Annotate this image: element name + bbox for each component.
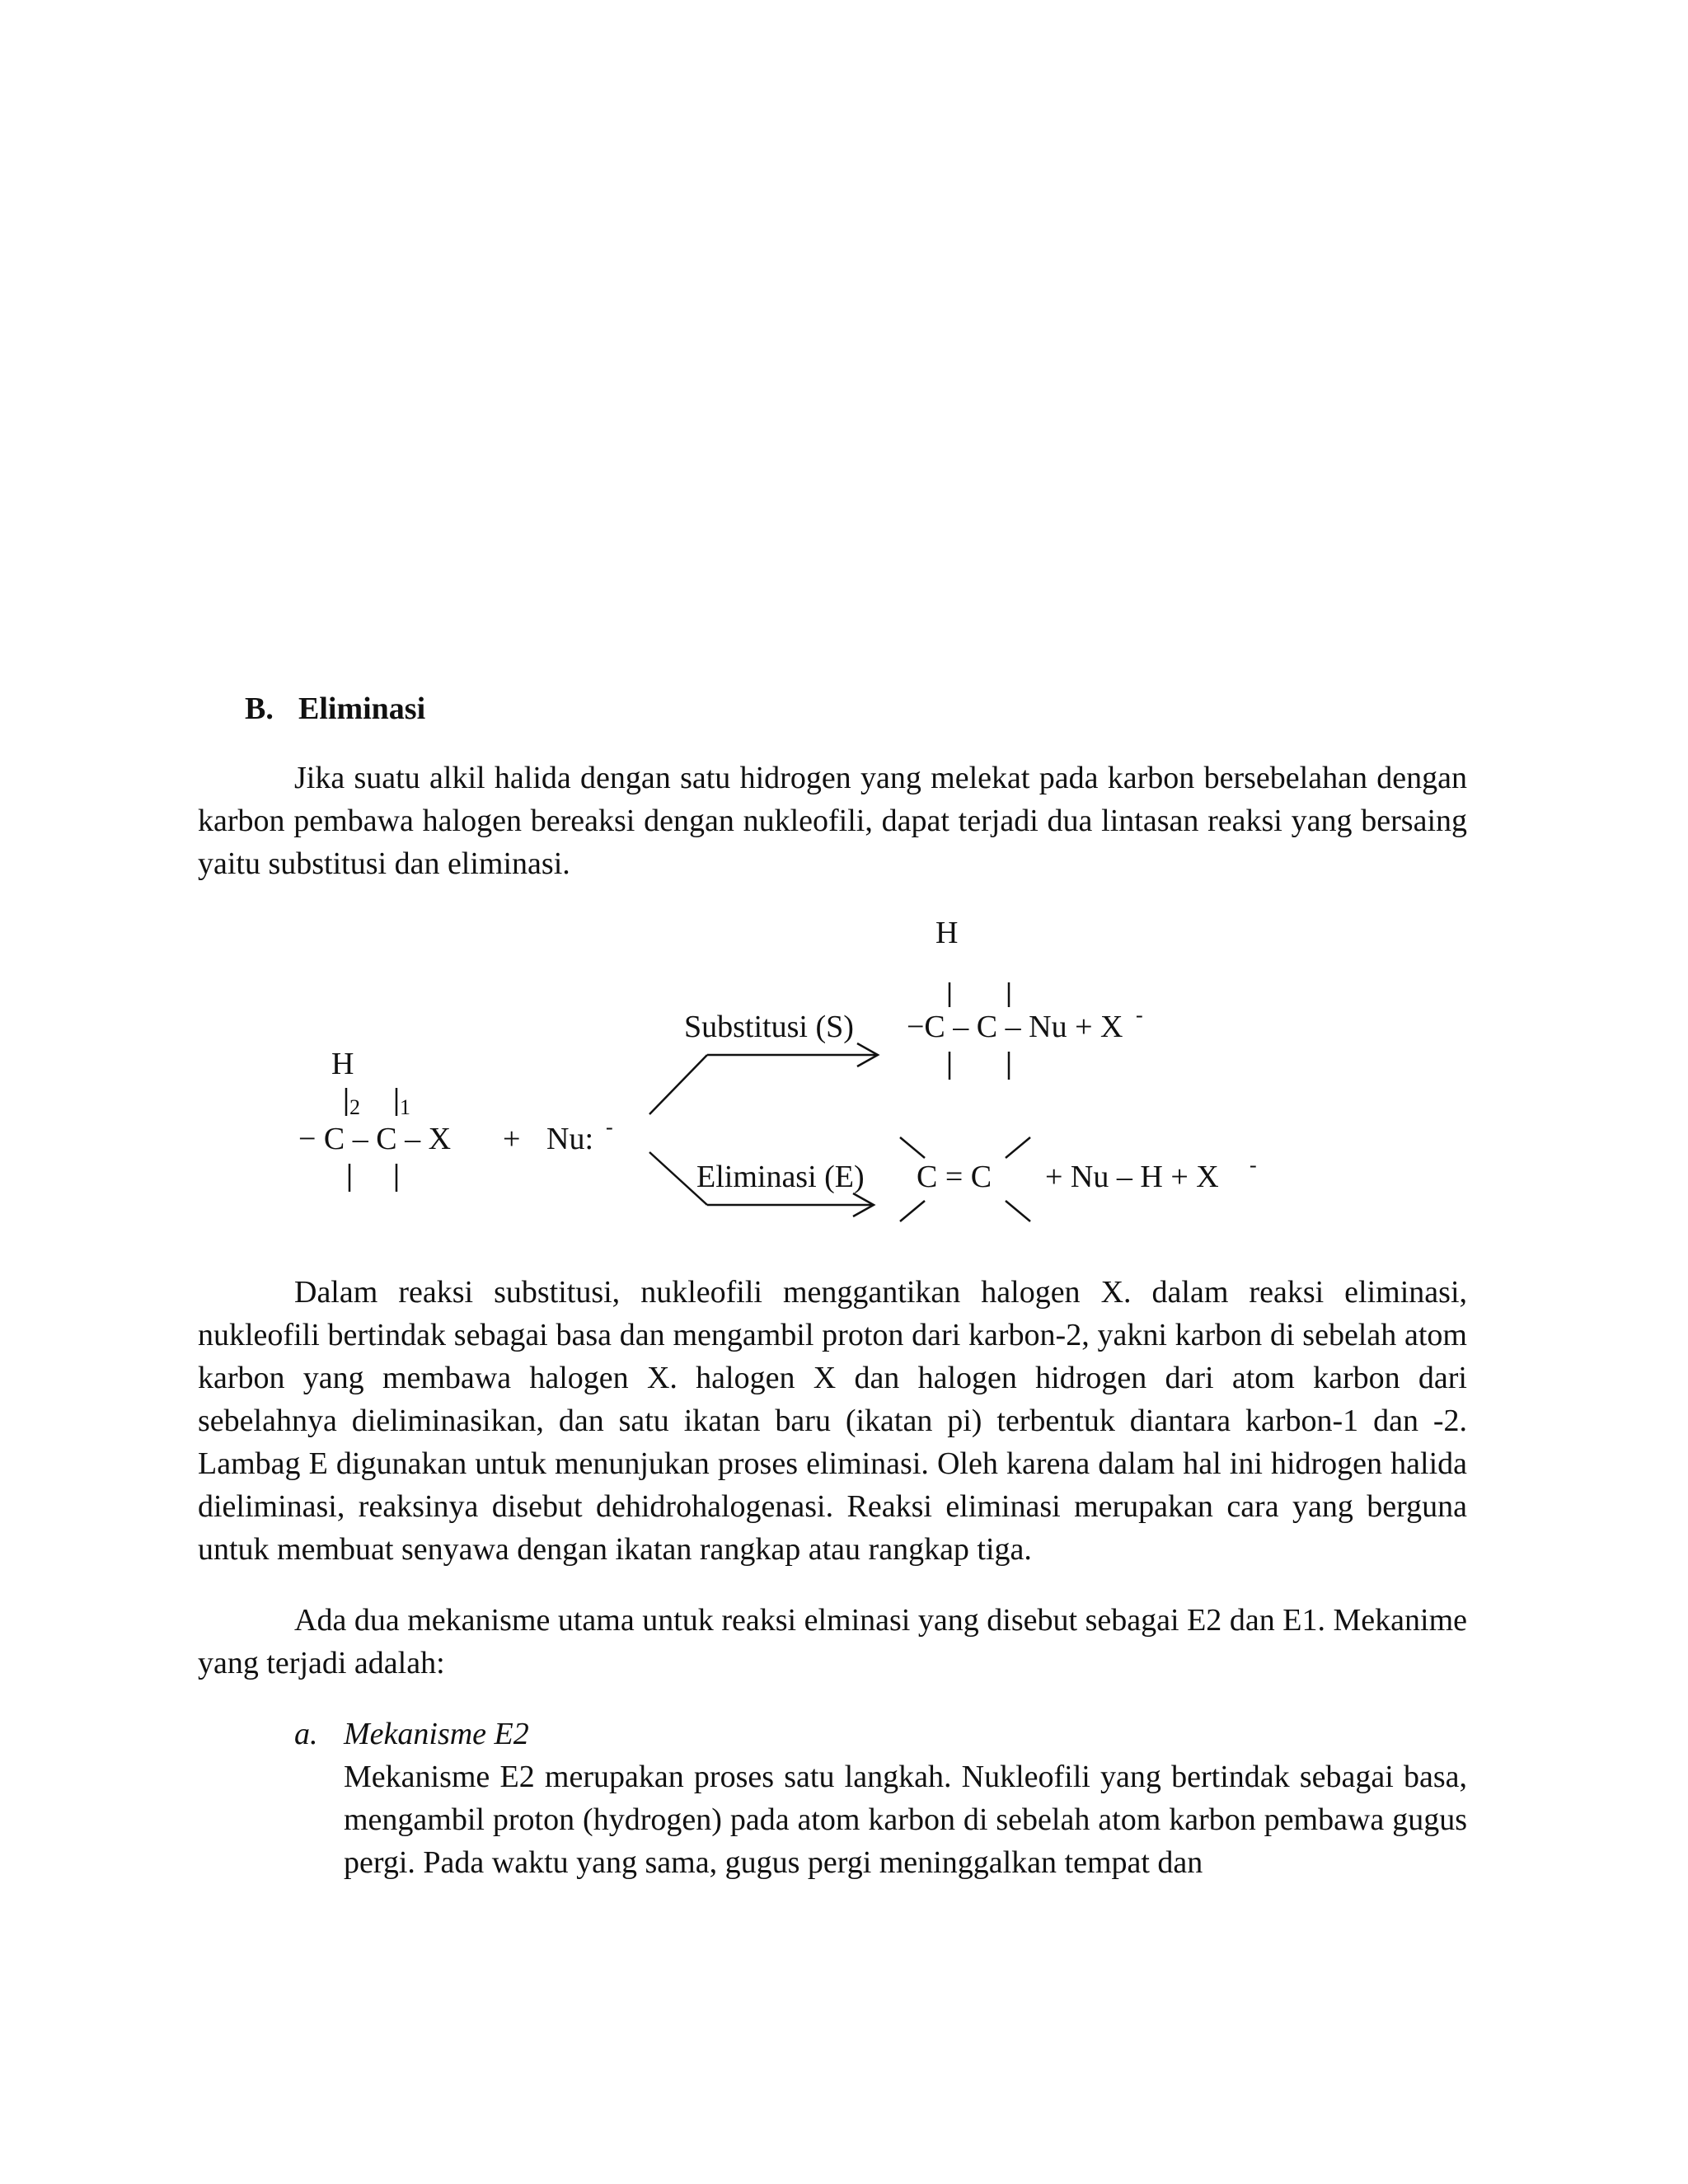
alkene-bond-left-top [900, 1137, 925, 1158]
subsection-heading [294, 1713, 1467, 1755]
elimination-charge: - [1250, 1153, 1257, 1177]
substitution-arrow-diagonal [649, 1055, 707, 1114]
subsection-letter: a. [294, 1717, 318, 1751]
substitution-label: Substitusi (S) [684, 1010, 854, 1044]
subsection-body: Mekanisme E2 merupakan proses satu langkah. Nukleofili yang bertindak sebagai basa, mengambil proton (hydrogen) pada atom karbon di sebelah atom karbon pembawa gugus pergi. Pada waktu yang sama, gugus pergi meninggalkan tempat dan [344, 1760, 1467, 1880]
alkene-bond-left-bottom [900, 1201, 925, 1221]
reaction-diagram [0, 907, 1688, 1253]
elimination-label: Eliminasi (E) [696, 1160, 865, 1194]
elimination-byproducts: + Nu – H + X [1045, 1160, 1219, 1194]
alkene-bond-right-bottom [1006, 1201, 1030, 1221]
substitution-hydrogen: H [935, 916, 959, 950]
intro-paragraph: Jika suatu alkil halida dengan satu hidrogen yang melekat pada karbon bersebelahan dengan karbon pembawa halogen bereaksi dengan nukleofili, dapat terjadi dua lintasan reaksi yang bersaing yaitu substitusi dan eliminasi. [198, 761, 1467, 881]
reactant-carbon-number-2: 2 [349, 1095, 360, 1119]
reactant-hydrogen: H [331, 1047, 354, 1081]
alkene-product: C = C [917, 1160, 992, 1194]
alkene-bond-right-top [1006, 1137, 1030, 1158]
reactant-carbon-number-1: 1 [400, 1095, 410, 1119]
subsection-e2 [294, 1713, 1467, 1884]
section-number: B. [245, 691, 274, 726]
nucleophile: Nu: [546, 1122, 593, 1156]
mechanisms-paragraph: Ada dua mekanisme utama untuk reaksi elminasi yang disebut sebagai E2 dan E1. Mekanime yang terjadi adalah: [198, 1603, 1467, 1680]
reactant-plus: + [503, 1122, 521, 1156]
nucleophile-charge: - [606, 1115, 613, 1139]
reactant-chain: − C – C – X [298, 1122, 452, 1156]
explanation-paragraph: Dalam reaksi substitusi, nukleofili menggantikan halogen X. dalam reaksi eliminasi, nukleofili bertindak sebagai basa dan mengambil proton dari karbon-2, yakni karbon di sebelah atom karbon yang membawa halogen X. halogen X dan halogen hidrogen dari atom karbon dari sebelahnya dieliminasikan, dan satu ikatan baru (ikatan pi) terbentuk diantara karbon-1 dan -2. Lambag E digunakan untuk menunjukan proses eliminasi. Oleh karena dalam hal ini hidrogen halida dieliminasi, reaksinya disebut dehidrohalogenasi. Reaksi eliminasi merupakan cara yang berguna untuk membuat senyawa dengan ikatan rangkap atau rangkap tiga. [198, 1275, 1467, 1567]
subsection-title: Mekanisme E2 [344, 1717, 529, 1751]
substitution-charge: - [1136, 1003, 1143, 1027]
section-heading [245, 691, 425, 727]
substitution-product: −C – C – Nu + X [907, 1010, 1123, 1044]
section-title: Eliminasi [298, 691, 426, 726]
reaction-scheme-svg [0, 907, 1688, 1253]
